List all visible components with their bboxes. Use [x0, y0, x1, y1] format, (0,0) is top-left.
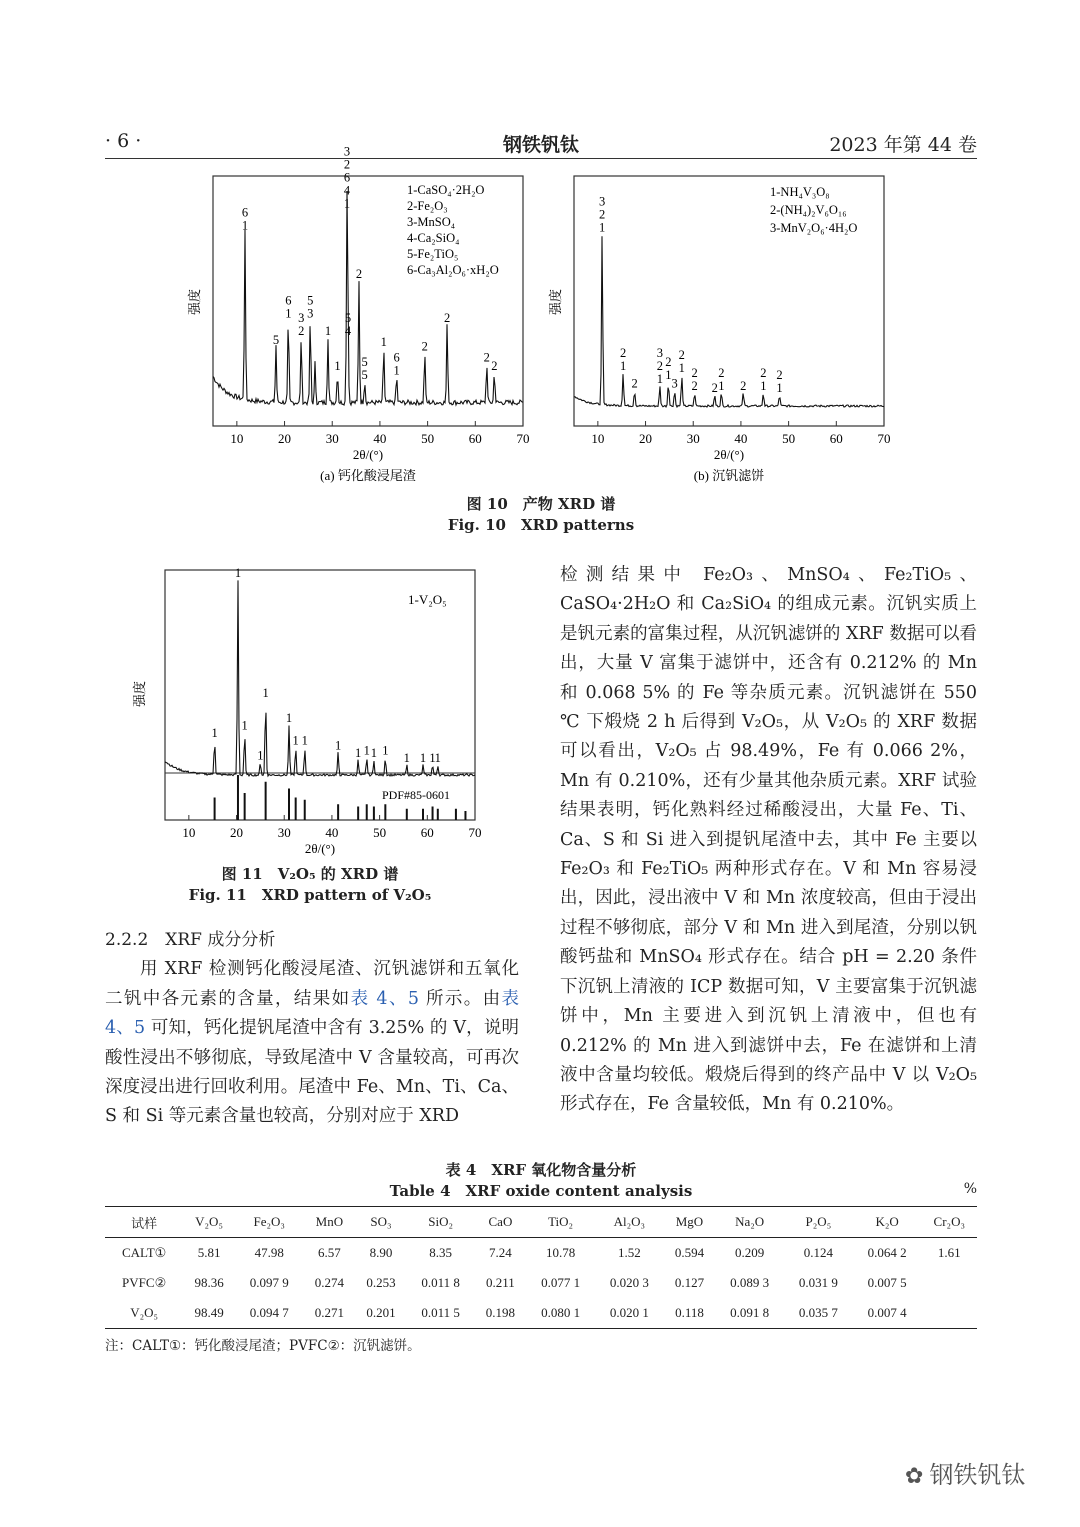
table-header-cell: V₂O₅	[195, 1214, 223, 1229]
section-heading: 2.2.2 XRF 成分分析	[105, 930, 276, 950]
peak-label: 2	[691, 378, 698, 393]
caption-cn: 表 4 XRF 氧化物含量分析	[445, 1161, 637, 1179]
peak-label: 3	[343, 144, 351, 159]
xrf-table	[105, 1206, 977, 1329]
caption-cn: 图 11 V₂O₅ 的 XRD 谱	[221, 865, 399, 883]
peak-label: 2	[599, 207, 606, 222]
peak-label: 1	[370, 746, 378, 760]
x-tick-label: 10	[591, 431, 605, 446]
peak-label: 1	[262, 686, 269, 700]
table-row	[105, 1268, 977, 1298]
peak-label: 2	[421, 339, 428, 354]
text-run: 所示。由	[418, 988, 502, 1009]
page-number: · 6 ·	[105, 130, 142, 152]
caption-en: Table 4 XRF oxide content analysis	[389, 1182, 693, 1200]
caption-en: Fig. 11 XRD pattern of V₂O₅	[188, 886, 432, 904]
peak-label: 1	[665, 367, 672, 382]
legend-item: 3-MnV₂O₆·4H₂O	[770, 221, 858, 235]
peak-label: 5	[307, 293, 314, 308]
table-cell: 0.594	[674, 1245, 705, 1260]
sub-caption: (a) 钙化酸浸尾渣	[320, 468, 416, 483]
peak-label: 2	[355, 266, 363, 281]
legend-item: 3-MnSO₄	[407, 215, 456, 229]
x-tick-label: 30	[277, 825, 291, 840]
table-header-row	[105, 1207, 977, 1238]
table-row	[105, 1298, 977, 1329]
table-cell: 0.201	[366, 1305, 396, 1320]
table-header-cell: P₂O₅	[805, 1214, 832, 1229]
peak-label: 4	[344, 324, 352, 338]
y-axis-label: 强度	[132, 680, 147, 708]
peak-label: 1	[718, 378, 725, 393]
table-cell: 0.124	[803, 1245, 834, 1260]
legend-item: 2-Fe₂O₃	[407, 199, 448, 213]
peak-label: 1	[403, 751, 410, 765]
table-cell: 0.007 4	[867, 1305, 907, 1320]
table-ref-link[interactable]: 表 4、5	[350, 988, 419, 1009]
table-cell: 0.118	[675, 1305, 704, 1320]
table-cell: V₂O₅	[130, 1305, 159, 1320]
peak-label: 6	[285, 293, 292, 308]
x-tick-label: 10	[182, 825, 196, 840]
table-header-cell: Na₂O	[735, 1214, 765, 1229]
fig10a-chart	[185, 144, 545, 490]
peak-label: 2	[665, 354, 672, 369]
table-header-cell: Cr₂O₃	[933, 1214, 965, 1229]
peak-label: 1	[234, 566, 242, 580]
peak-label: 1	[241, 218, 249, 233]
x-tick-label: 70	[877, 431, 891, 446]
table-unit: %	[963, 1181, 977, 1197]
table-header-cell: CaO	[488, 1214, 513, 1229]
x-tick-label: 50	[373, 825, 387, 840]
peak-label: 2	[711, 381, 718, 395]
peak-label: 1	[380, 335, 387, 349]
table-row	[105, 1238, 977, 1269]
table-cell: 0.198	[485, 1305, 516, 1320]
left-column	[105, 926, 519, 1132]
peak-label: 1	[434, 751, 441, 765]
x-tick-label: 70	[516, 431, 530, 446]
peak-label: 2	[760, 365, 767, 380]
peak-label: 1	[334, 738, 342, 753]
table-cell: 0.127	[674, 1275, 705, 1290]
legend-item: 1-V₂O₅	[408, 592, 447, 607]
legend-item: 4-Ca₂SiO₄	[407, 231, 460, 245]
peak-label: 2	[483, 350, 490, 365]
table-cell: 0.080 1	[541, 1305, 581, 1320]
peak-label: 1	[285, 711, 293, 725]
x-tick-label: 20	[639, 431, 653, 446]
table-cell: 6.57	[318, 1245, 341, 1260]
peak-label: 3	[671, 376, 678, 391]
peak-label: 1	[241, 718, 248, 733]
text-run: 可知，钙化提钒尾渣中含有 3.25% 的 V，说明酸性浸出不够彻底，导致尾渣中 V 含量较高，可再次深度浸出进行回收利用。尾渣中 Fe、Mn、Ti、Ca、S 和 Si 等元素含量也较高，分别对应于 XRD	[105, 1018, 519, 1127]
table-header-cell: MnO	[315, 1214, 344, 1229]
x-axis-label: 2θ/(°)	[352, 447, 384, 462]
peak-label: 1	[334, 359, 341, 374]
peak-label: 5	[344, 311, 352, 325]
table-header-cell: SO₃	[370, 1214, 392, 1229]
running-header	[105, 128, 977, 159]
peak-label: 1	[760, 378, 767, 393]
x-tick-label: 40	[373, 431, 387, 446]
pdf-label: PDF#85-0601	[382, 788, 451, 802]
table-cell	[922, 1298, 977, 1329]
peak-label: 1	[292, 733, 299, 748]
peak-label: 1	[285, 306, 292, 321]
table-cell: 0.091 8	[730, 1305, 770, 1320]
table-cell: 0.011 5	[421, 1305, 460, 1320]
y-axis-label: 强度	[548, 288, 563, 316]
sub-caption: (b) 沉钒滤饼	[693, 468, 765, 483]
peak-label: 1	[776, 381, 783, 395]
table-cell: 0.274	[314, 1275, 344, 1290]
issue-info: 2023 年第 44 卷	[829, 134, 977, 156]
peak-label: 1	[393, 363, 400, 378]
table-cell: 7.24	[489, 1245, 512, 1260]
x-tick-label: 20	[278, 431, 292, 446]
x-tick-label: 60	[468, 431, 482, 446]
legend-item: 1-CaSO₄·2H₂O	[407, 183, 485, 197]
table-cell: 0.097 9	[249, 1275, 289, 1290]
peak-label: 2	[656, 359, 663, 374]
table-header-cell: 试样	[131, 1215, 158, 1231]
legend-item: 2-(NH₄)₂V₆O₁₆	[770, 203, 847, 217]
peak-label: 1	[324, 324, 332, 338]
table-cell: 1.61	[937, 1245, 961, 1260]
table-header-cell: Al₂O₃	[613, 1214, 646, 1229]
table-header-cell: K₂O	[875, 1214, 899, 1229]
table-cell: 0.064 2	[867, 1245, 907, 1260]
watermark	[905, 1455, 1025, 1490]
table-header-cell: SiO₂	[428, 1214, 454, 1229]
peak-label: 1	[301, 733, 308, 748]
watermark-text: 钢铁钒钛	[929, 1461, 1026, 1489]
x-tick-label: 50	[421, 431, 435, 446]
x-tick-label: 30	[325, 431, 339, 446]
peak-label: 2	[740, 378, 747, 393]
x-tick-label: 60	[420, 825, 434, 840]
x-tick-label: 30	[686, 431, 700, 446]
table-cell: 0.020 1	[609, 1305, 649, 1320]
peak-label: 6	[393, 350, 400, 365]
table-cell: 5.81	[197, 1245, 221, 1260]
text-run: 用 XRF 检测钙化酸浸尾渣、沉钒滤饼和五氧化二钒中各元素的含量，结果如	[105, 959, 519, 1009]
table-cell: 8.35	[429, 1245, 453, 1260]
table-cell: 0.007 5	[867, 1275, 907, 1290]
peak-label: 2	[631, 376, 638, 391]
table-header-cell: TiO₂	[548, 1214, 574, 1229]
legend-item: 5-Fe₂TiO₅	[407, 247, 459, 261]
table-cell: 0.271	[314, 1305, 344, 1320]
peak-label: 3	[656, 346, 663, 361]
peak-label: 3	[298, 311, 305, 325]
peak-label: 2	[678, 348, 685, 363]
x-tick-label: 40	[734, 431, 748, 446]
x-tick-label: 20	[230, 825, 244, 840]
peak-label: 1	[429, 751, 436, 765]
x-axis-label: 2θ/(°)	[304, 841, 336, 856]
caption-cn: 图 10 产物 XRD 谱	[466, 495, 616, 513]
peak-label: 1	[355, 746, 362, 760]
paragraph: 检测结果中 Fe₂O₃、MnSO₄、Fe₂TiO₅、CaSO₄·2H₂O 和 Ca₂SiO₄ 的组成元素。沉钒实质上是钒元素的富集过程，从沉钒滤饼的 XRF 数据可以看出，大量 V 富集于滤饼中，还含有 0.212% 的 Mn 和 0.068 5% 的 Fe 等杂质元素。沉钒滤饼在 550 ℃ 下煅烧 2 h 后得到 V₂O₅，从 V₂O₅ 的 XRF 数据可以看出，V₂O₅ 占 98.49%，Fe 有 0.066 2%，Mn 有 0.210%，还有少量其他杂质元素。XRF 试验结果表明，钙化熟料经过稀酸浸出，大量 Fe、Ti、Ca、S 和 Si 进入到提钒尾渣中去，其中 Fe 主要以 Fe₂O₃ 和 Fe₂TiO₅ 两种形式存在。V 和 Mn 容易浸出，因此，浸出液中 V 和 Mn 浓度较高，但由于浸出过程不够彻底，部分 V 和 Mn 进入到尾渣，分别以钒酸钙盐和 MnSO₄ 形式存在。结合 pH = 2.20 条件下沉钒上清液的 ICP 数据可知，V 主要富集于沉钒滤饼中，Mn 主要进入到沉钒上清液中，但也有 0.212% 的 Mn 进入到滤饼中去，Fe 在滤饼和上清液中含量均较低。煅烧后得到的终产品中 V 以 V₂O₅ 形式存在，Fe 含量较低，Mn 有 0.210%。	[560, 565, 977, 1115]
peak-label: 3	[307, 306, 314, 321]
peak-label: 2	[619, 346, 627, 360]
peak-label: 1	[599, 220, 606, 235]
table-cell: 0.077 1	[541, 1275, 581, 1290]
x-tick-label: 10	[230, 431, 244, 446]
paragraph	[105, 955, 519, 1131]
journal-name: 钢铁钒钛	[502, 134, 579, 156]
peak-label: 2	[718, 365, 725, 380]
peak-label: 1	[678, 361, 685, 376]
peak-label: 1	[363, 743, 370, 758]
peak-label: 2	[491, 359, 498, 374]
peak-label: 5	[272, 332, 280, 347]
table-cell: 98.36	[194, 1275, 224, 1290]
fig11-caption	[110, 864, 510, 906]
table4-caption	[105, 1160, 977, 1202]
legend-item: 1-NH₄V₃O₈	[770, 185, 830, 199]
peak-label: 6	[343, 170, 351, 185]
x-tick-label: 50	[782, 431, 796, 446]
peak-label: 1	[257, 748, 264, 763]
x-tick-label: 70	[468, 825, 482, 840]
peak-label: 1	[211, 726, 218, 740]
x-tick-label: 40	[325, 825, 339, 840]
table-cell: 1.52	[617, 1245, 641, 1260]
peak-label: 2	[298, 324, 305, 338]
caption-en: Fig. 10 XRD patterns	[447, 516, 635, 534]
table-cell: 47.98	[254, 1245, 284, 1260]
peak-label: 5	[361, 368, 368, 382]
x-tick-label: 60	[829, 431, 843, 446]
peak-label: 6	[241, 205, 249, 220]
peak-label: 4	[343, 183, 351, 198]
fig10b-chart	[548, 172, 898, 490]
peak-label: 2	[343, 157, 351, 172]
legend-item: 6-Ca₃Al₂O₆·xH₂O	[407, 263, 499, 277]
peak-label: 2	[444, 310, 451, 325]
table-cell: 8.90	[369, 1245, 393, 1260]
table-cell: 0.035 7	[798, 1305, 838, 1320]
table-cell: 0.011 8	[421, 1275, 460, 1290]
wechat-icon: ✿	[905, 1464, 924, 1489]
table-header-cell: Fe₂O₃	[253, 1214, 285, 1229]
fig11-chart	[130, 566, 490, 856]
peak-label: 1	[382, 743, 389, 758]
peak-label: 3	[599, 194, 606, 209]
table-cell: 0.020 3	[609, 1275, 649, 1290]
table-cell	[922, 1268, 977, 1298]
table-cell: 0.253	[366, 1275, 396, 1290]
table-cell: CALT①	[121, 1245, 167, 1260]
peak-label: 2	[776, 368, 783, 382]
table-cell: 0.089 3	[730, 1275, 770, 1290]
table-cell: 0.211	[486, 1275, 515, 1290]
table-header-cell: MgO	[675, 1214, 704, 1229]
right-column	[560, 561, 977, 1120]
x-axis-label: 2θ/(°)	[713, 447, 745, 462]
peak-label: 1	[656, 372, 663, 387]
table-cell: 10.78	[545, 1245, 576, 1260]
table-cell: 0.094 7	[249, 1305, 289, 1320]
table-cell: PVFC②	[122, 1275, 167, 1290]
table-cell: 0.209	[735, 1245, 765, 1260]
table-note: 注：CALT①：钙化酸浸尾渣；PVFC②：沉钒滤饼。	[105, 1338, 421, 1354]
table-cell: 0.031 9	[798, 1275, 838, 1290]
y-axis-label: 强度	[187, 288, 202, 316]
table-ref-link[interactable]: 表 4、5	[105, 988, 519, 1039]
peak-label: 5	[361, 355, 368, 369]
table-cell: 98.49	[194, 1305, 224, 1320]
peak-label: 1	[619, 359, 627, 373]
peak-label: 1	[343, 196, 351, 211]
fig10-caption	[105, 494, 977, 536]
peak-label: 2	[691, 365, 698, 380]
peak-label: 1	[419, 751, 427, 765]
